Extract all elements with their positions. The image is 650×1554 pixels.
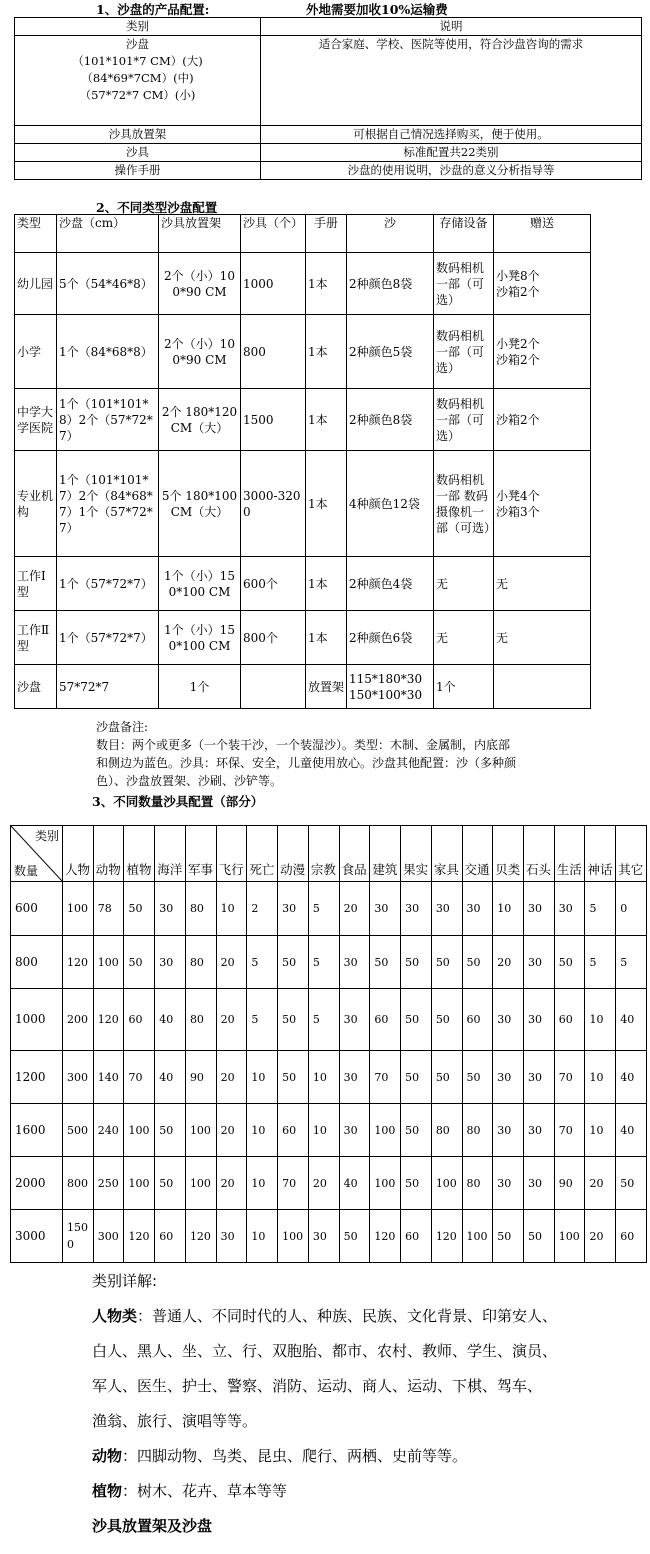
t2-cell: 1个（小）150*100 CM: [159, 557, 241, 611]
quantity-cell: 1600: [11, 1104, 63, 1157]
t2-header-gift: 赠送: [494, 215, 591, 253]
t2-cell: [494, 665, 591, 709]
count-cell: 30: [401, 882, 432, 936]
t2-cell: 无: [434, 557, 494, 611]
count-cell: 10: [308, 1104, 339, 1157]
count-cell: 300: [63, 1051, 94, 1104]
notes-line-2: 和侧边为蓝色。沙具：环保、安全，儿童使用放心。沙盘其他配置：沙（多种颜: [96, 756, 517, 770]
t2-cell: 沙箱2个: [494, 389, 591, 451]
sandbox-type-table: [14, 214, 591, 709]
t2-cell: 2个（小）100*90 CM: [159, 315, 241, 389]
t2-cell: 1本: [306, 389, 347, 451]
t2-header-rack: 沙具放置架: [159, 215, 241, 253]
category-header: 生活: [554, 826, 585, 882]
count-cell: 10: [247, 1157, 278, 1210]
count-cell: 50: [524, 1210, 555, 1263]
t2-cell: 1个（101*101*8）2个（57*72*7）: [57, 389, 159, 451]
count-cell: 50: [462, 936, 493, 989]
t2-cell: 1个（57*72*7）: [57, 611, 159, 665]
count-cell: 50: [554, 936, 585, 989]
people-text-2: 白人、黑人、坐、立、行、双胞胎、都市、农村、教师、学生、演员、: [92, 1342, 558, 1360]
notes-title: 沙盘备注:: [96, 720, 149, 734]
table-row: [15, 611, 591, 665]
t2-cell: 中学大学医院: [15, 389, 57, 451]
count-cell: 100: [93, 936, 124, 989]
count-cell: 60: [278, 1104, 309, 1157]
notes-line-3: 色）、沙盘放置架、沙刷、沙铲等。: [96, 774, 283, 788]
count-cell: 20: [216, 989, 247, 1051]
category-header: 其它: [616, 826, 647, 882]
count-cell: 50: [401, 989, 432, 1051]
table-row: [15, 557, 591, 611]
count-cell: 40: [616, 1104, 647, 1157]
count-cell: 100: [431, 1157, 462, 1210]
count-cell: 50: [401, 1051, 432, 1104]
category-header: 食品: [339, 826, 370, 882]
table-row: [11, 1157, 647, 1210]
count-cell: 0: [616, 882, 647, 936]
category-header: 死亡: [247, 826, 278, 882]
count-cell: 80: [185, 882, 216, 936]
count-cell: 60: [554, 989, 585, 1051]
t2-cell: 2种颜色4袋: [347, 557, 434, 611]
t2-cell: 小凳2个 沙箱2个: [494, 315, 591, 389]
count-cell: 80: [185, 936, 216, 989]
count-cell: 30: [524, 936, 555, 989]
count-cell: 20: [216, 1157, 247, 1210]
count-cell: 50: [401, 1157, 432, 1210]
plants-text: ：树木、花卉、草本等等: [122, 1482, 288, 1500]
count-cell: 140: [93, 1051, 124, 1104]
table-row: [11, 1104, 647, 1157]
people-paragraph-1: [92, 1299, 642, 1334]
count-cell: 40: [616, 1051, 647, 1104]
table-row: [15, 315, 591, 389]
t2-cell: 1本: [306, 557, 347, 611]
category-header: 宗教: [308, 826, 339, 882]
count-cell: 50: [278, 989, 309, 1051]
count-cell: 40: [339, 1157, 370, 1210]
category-header: 动物: [93, 826, 124, 882]
category-header: 石头: [524, 826, 555, 882]
count-cell: 120: [93, 989, 124, 1051]
t2-cell: 4种颜色12袋: [347, 451, 434, 557]
quantity-cell: 1000: [11, 989, 63, 1051]
header-description: 说明: [261, 18, 642, 36]
shipping-note: 外地需要加收10%运输费: [306, 2, 448, 17]
count-cell: 50: [278, 1051, 309, 1104]
count-cell: 120: [370, 1210, 401, 1263]
count-cell: 50: [493, 1210, 524, 1263]
count-cell: 5: [616, 936, 647, 989]
category-header: 植物: [124, 826, 155, 882]
category-header: 家具: [431, 826, 462, 882]
count-cell: 40: [155, 1051, 186, 1104]
t2-cell: 无: [434, 611, 494, 665]
manual-description: 沙盘的使用说明，沙盘的意义分析指导等: [261, 162, 642, 180]
count-cell: 30: [339, 989, 370, 1051]
corner-header-cell: [11, 826, 63, 882]
t2-cell: [241, 665, 306, 709]
t2-cell: 数码相机一部 数码摄像机一部（可选）: [434, 451, 494, 557]
count-cell: 20: [216, 1051, 247, 1104]
people-text-3: 军人、医生、护士、警察、消防、运动、商人、运动、下棋、驾车、: [92, 1377, 543, 1395]
t2-cell: 专业机构: [15, 451, 57, 557]
sandbox-notes: [96, 718, 576, 790]
count-cell: 10: [216, 882, 247, 936]
count-cell: 100: [124, 1157, 155, 1210]
table-row: [11, 1051, 647, 1104]
count-cell: 20: [585, 1210, 616, 1263]
count-cell: 80: [185, 989, 216, 1051]
table-row: [11, 882, 647, 936]
t2-cell: 1本: [306, 611, 347, 665]
count-cell: 30: [524, 1104, 555, 1157]
t2-header-sandbox: 沙盘（cm）: [57, 215, 159, 253]
t2-cell: 工作Ⅱ型: [15, 611, 57, 665]
table-row: [11, 989, 647, 1051]
t2-header-storage: 存储设备: [434, 215, 494, 253]
count-cell: 60: [155, 1210, 186, 1263]
animals-paragraph: [92, 1439, 642, 1474]
count-cell: 30: [339, 936, 370, 989]
count-cell: 250: [93, 1157, 124, 1210]
count-cell: 100: [462, 1210, 493, 1263]
t2-cell: 放置架: [306, 665, 347, 709]
count-cell: 50: [124, 936, 155, 989]
count-cell: 10: [247, 1210, 278, 1263]
category-header: 军事: [185, 826, 216, 882]
t2-cell: 1个（57*72*7）: [57, 557, 159, 611]
t2-cell: 幼儿园: [15, 253, 57, 315]
corner-label-quantity: 数量: [14, 864, 39, 878]
count-cell: 30: [370, 882, 401, 936]
count-cell: 20: [216, 936, 247, 989]
count-cell: 20: [339, 882, 370, 936]
count-cell: 50: [124, 882, 155, 936]
count-cell: 40: [616, 989, 647, 1051]
t2-cell: 2种颜色8袋: [347, 389, 434, 451]
t2-cell: 5个 180*100 CM（大）: [159, 451, 241, 557]
t2-cell: 115*180*30 150*100*30: [347, 665, 434, 709]
count-cell: 200: [63, 989, 94, 1051]
t2-cell: 小学: [15, 315, 57, 389]
sandbox-label: 沙盘: [126, 37, 149, 51]
table-row: [15, 665, 591, 709]
category-header: 建筑: [370, 826, 401, 882]
quantity-cell: 2000: [11, 1157, 63, 1210]
t2-cell: 沙盘: [15, 665, 57, 709]
count-cell: 50: [278, 936, 309, 989]
category-details: [92, 1264, 642, 1544]
section3-heading: 3、不同数量沙具配置（部分）: [92, 794, 264, 809]
count-cell: 30: [524, 882, 555, 936]
rack-category: 沙具放置架: [15, 126, 261, 144]
count-cell: 240: [93, 1104, 124, 1157]
count-cell: 30: [493, 1051, 524, 1104]
t2-cell: 57*72*7: [57, 665, 159, 709]
count-cell: 60: [462, 989, 493, 1051]
count-cell: 80: [462, 1157, 493, 1210]
t2-cell: 1个（小）150*100 CM: [159, 611, 241, 665]
count-cell: 30: [554, 882, 585, 936]
count-cell: 120: [63, 936, 94, 989]
header-category: 类别: [15, 18, 261, 36]
count-cell: 50: [431, 936, 462, 989]
t2-cell: 1本: [306, 253, 347, 315]
count-cell: 50: [155, 1104, 186, 1157]
count-cell: 100: [63, 882, 94, 936]
tools-category: 沙具: [15, 144, 261, 162]
count-cell: 10: [585, 1051, 616, 1104]
count-cell: 20: [216, 1104, 247, 1157]
count-cell: 10: [247, 1104, 278, 1157]
t2-cell: 无: [494, 611, 591, 665]
rack-and-sandbox-heading: 沙具放置架及沙盘: [92, 1517, 213, 1535]
count-cell: 30: [308, 1210, 339, 1263]
t2-cell: 5个（54*46*8）: [57, 253, 159, 315]
t2-cell: 小凳8个 沙箱2个: [494, 253, 591, 315]
count-cell: 20: [493, 936, 524, 989]
count-cell: 2: [247, 882, 278, 936]
count-cell: 300: [93, 1210, 124, 1263]
table-row: [11, 936, 647, 989]
t2-cell: 2种颜色8袋: [347, 253, 434, 315]
quantity-cell: 1200: [11, 1051, 63, 1104]
count-cell: 70: [554, 1051, 585, 1104]
category-header: 海洋: [155, 826, 186, 882]
count-cell: 100: [370, 1157, 401, 1210]
t2-cell: 800个: [241, 611, 306, 665]
animals-label: 动物: [92, 1447, 123, 1465]
count-cell: 30: [339, 1104, 370, 1157]
sandbox-size-large: （101*101*7 CM）(大): [72, 54, 203, 68]
t2-cell: 无: [494, 557, 591, 611]
count-cell: 50: [462, 1051, 493, 1104]
sandbox-description: 适合家庭、学校、医院等使用，符合沙盘咨询的需求: [261, 36, 642, 126]
count-cell: 100: [124, 1104, 155, 1157]
count-cell: 30: [155, 936, 186, 989]
count-cell: 10: [493, 882, 524, 936]
category-header: 人物: [63, 826, 94, 882]
animals-text: ：四脚动物、鸟类、昆虫、爬行、两栖、史前等等。: [122, 1447, 468, 1465]
count-cell: 20: [308, 1157, 339, 1210]
quantity-cell: 3000: [11, 1210, 63, 1263]
t2-cell: 1个: [159, 665, 241, 709]
people-label: 人物类: [92, 1307, 138, 1325]
manual-category: 操作手册: [15, 162, 261, 180]
count-cell: 40: [155, 989, 186, 1051]
category-header: 交通: [462, 826, 493, 882]
plants-label: 植物: [92, 1482, 123, 1500]
count-cell: 120: [185, 1210, 216, 1263]
details-title: 类别详解:: [92, 1272, 158, 1290]
count-cell: 70: [278, 1157, 309, 1210]
count-cell: 60: [124, 989, 155, 1051]
count-cell: 5: [247, 936, 278, 989]
t2-cell: 1500: [241, 389, 306, 451]
count-cell: 100: [554, 1210, 585, 1263]
count-cell: 5: [585, 936, 616, 989]
quantity-config-table: [10, 825, 647, 1263]
count-cell: 100: [185, 1157, 216, 1210]
t2-cell: 数码相机一部（可选）: [434, 315, 494, 389]
count-cell: 1500: [63, 1210, 94, 1263]
people-text-4: 渔翁、旅行、演唱等等。: [92, 1412, 258, 1430]
corner-label-category: 类别: [34, 829, 59, 843]
count-cell: 60: [370, 989, 401, 1051]
count-cell: 50: [155, 1157, 186, 1210]
count-cell: 10: [247, 1051, 278, 1104]
count-cell: 60: [401, 1210, 432, 1263]
count-cell: 10: [585, 1104, 616, 1157]
count-cell: 70: [124, 1051, 155, 1104]
table-row: [15, 253, 591, 315]
count-cell: 10: [308, 1051, 339, 1104]
t2-header-type: 类型: [15, 215, 57, 253]
count-cell: 30: [524, 989, 555, 1051]
count-cell: 70: [554, 1104, 585, 1157]
count-cell: 30: [431, 882, 462, 936]
t2-cell: 1个（84*68*8）: [57, 315, 159, 389]
plants-paragraph: [92, 1474, 642, 1509]
count-cell: 30: [524, 1051, 555, 1104]
count-cell: 60: [616, 1210, 647, 1263]
rack-description: 可根据自己情况选择购买，便于使用。: [261, 126, 642, 144]
t2-header-tools: 沙具（个）: [241, 215, 306, 253]
t2-cell: 3000-3200: [241, 451, 306, 557]
count-cell: 50: [431, 1051, 462, 1104]
category-header: 飞行: [216, 826, 247, 882]
count-cell: 30: [524, 1157, 555, 1210]
count-cell: 90: [554, 1157, 585, 1210]
t2-cell: 1000: [241, 253, 306, 315]
section1-heading: 1、沙盘的产品配置:: [96, 2, 210, 17]
count-cell: 50: [401, 1104, 432, 1157]
product-config-table: [14, 17, 642, 180]
t2-cell: 工作Ⅰ型: [15, 557, 57, 611]
category-header: 神话: [585, 826, 616, 882]
section2-heading: 2、不同类型沙盘配置: [96, 200, 218, 215]
count-cell: 5: [585, 882, 616, 936]
count-cell: 50: [370, 936, 401, 989]
count-cell: 100: [370, 1104, 401, 1157]
t2-cell: 800: [241, 315, 306, 389]
t2-cell: 小凳4个 沙箱3个: [494, 451, 591, 557]
count-cell: 80: [462, 1104, 493, 1157]
count-cell: 30: [493, 989, 524, 1051]
quantity-cell: 600: [11, 882, 63, 936]
count-cell: 5: [308, 936, 339, 989]
category-header: 贝类: [493, 826, 524, 882]
count-cell: 50: [616, 1157, 647, 1210]
count-cell: 5: [308, 989, 339, 1051]
count-cell: 80: [431, 1104, 462, 1157]
count-cell: 30: [493, 1104, 524, 1157]
t2-header-sand: 沙: [347, 215, 434, 253]
count-cell: 78: [93, 882, 124, 936]
count-cell: 50: [339, 1210, 370, 1263]
sandbox-category-cell: [15, 36, 261, 126]
quantity-cell: 800: [11, 936, 63, 989]
t2-cell: 数码相机一部（可选）: [434, 389, 494, 451]
count-cell: 30: [278, 882, 309, 936]
table-row: [11, 1210, 647, 1263]
count-cell: 30: [216, 1210, 247, 1263]
count-cell: 30: [462, 882, 493, 936]
category-header: 果实: [401, 826, 432, 882]
t2-cell: 2个（小）100*90 CM: [159, 253, 241, 315]
people-text-1: ：普通人、不同时代的人、种族、民族、文化背景、印第安人、: [137, 1307, 558, 1325]
count-cell: 50: [431, 989, 462, 1051]
t2-cell: 1个（101*101*7）2个（84*68*7）1个（57*72*7）: [57, 451, 159, 557]
sandbox-size-small: （57*72*7 CM）(小): [79, 88, 196, 102]
count-cell: 20: [585, 1157, 616, 1210]
count-cell: 500: [63, 1104, 94, 1157]
count-cell: 30: [339, 1051, 370, 1104]
table-row: [15, 389, 591, 451]
t2-cell: 数码相机一部（可选）: [434, 253, 494, 315]
count-cell: 120: [431, 1210, 462, 1263]
count-cell: 100: [278, 1210, 309, 1263]
count-cell: 800: [63, 1157, 94, 1210]
count-cell: 5: [247, 989, 278, 1051]
t2-cell: 1本: [306, 315, 347, 389]
t2-cell: 2种颜色5袋: [347, 315, 434, 389]
t2-cell: 1个: [434, 665, 494, 709]
count-cell: 5: [308, 882, 339, 936]
sandbox-size-medium: （84*69*7CM）(中): [81, 71, 194, 85]
table-row: [15, 451, 591, 557]
notes-line-1: 数目：两个或更多（一个装干沙，一个装湿沙）。类型：木制、金属制，内底部: [96, 738, 511, 752]
t2-cell: 1本: [306, 451, 347, 557]
t2-cell: 600个: [241, 557, 306, 611]
t2-cell: 2种颜色6袋: [347, 611, 434, 665]
tools-description: 标准配置共22类别: [261, 144, 642, 162]
count-cell: 30: [155, 882, 186, 936]
count-cell: 10: [585, 989, 616, 1051]
count-cell: 70: [370, 1051, 401, 1104]
t2-cell: 2个 180*120 CM（大）: [159, 389, 241, 451]
t2-header-manual: 手册: [306, 215, 347, 253]
count-cell: 120: [124, 1210, 155, 1263]
count-cell: 90: [185, 1051, 216, 1104]
count-cell: 50: [401, 936, 432, 989]
category-header: 动漫: [278, 826, 309, 882]
count-cell: 30: [493, 1157, 524, 1210]
count-cell: 100: [185, 1104, 216, 1157]
